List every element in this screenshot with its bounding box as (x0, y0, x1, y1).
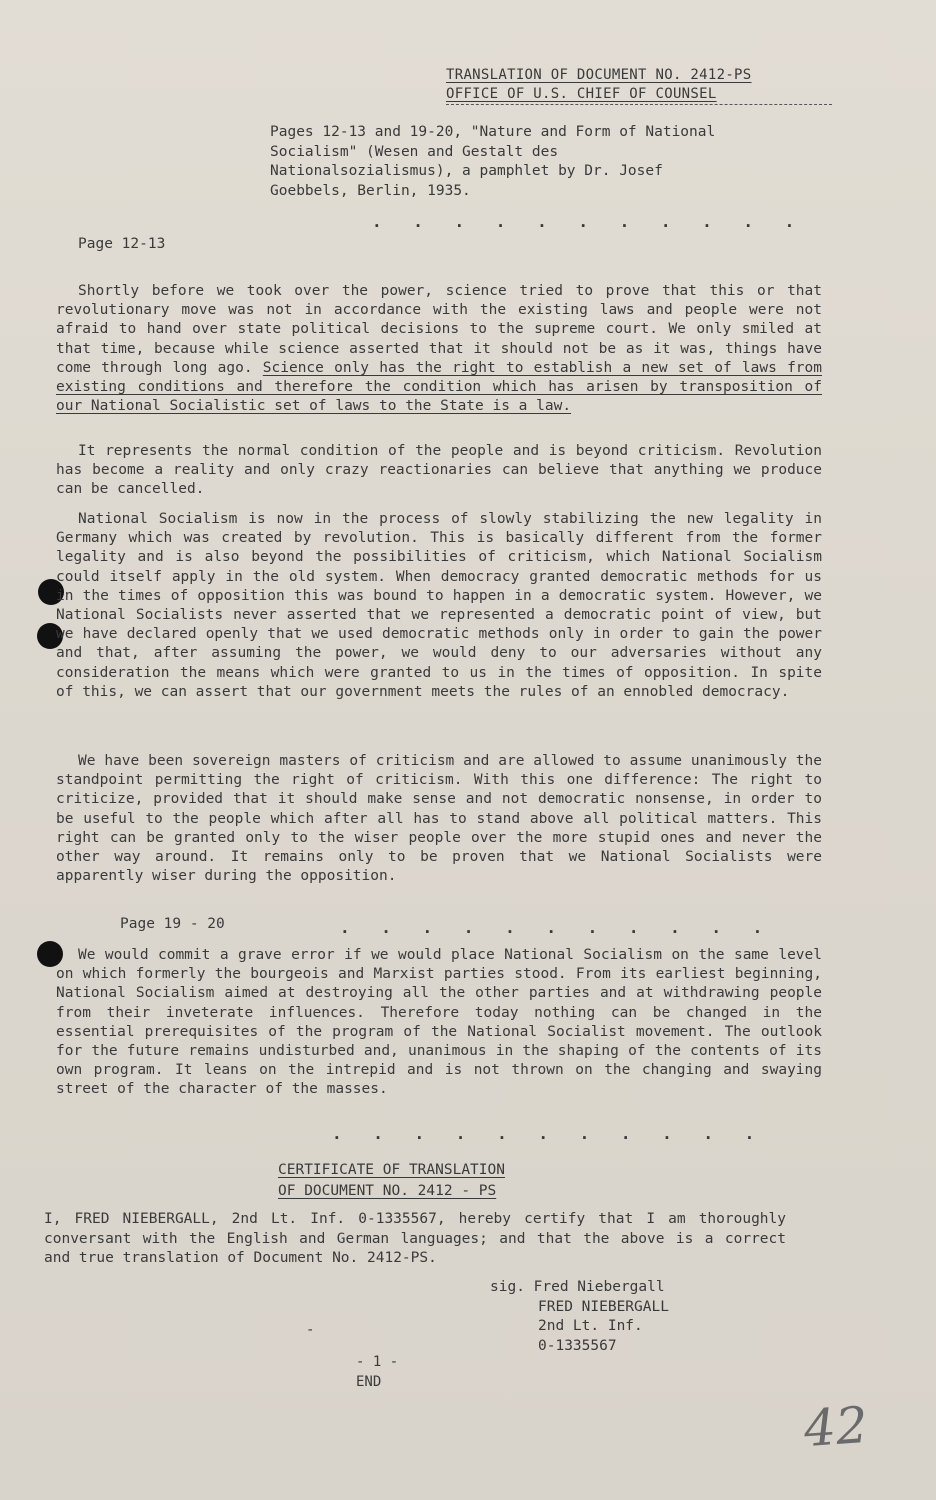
signature-block (490, 1278, 710, 1356)
page-label-12-13: Page 12-13 (78, 236, 166, 252)
header-office: OFFICE OF U.S. CHIEF OF COUNSEL (446, 86, 717, 102)
separator-dots: . . . . . . . . . . . (340, 918, 774, 937)
paragraph-1-text: Shortly before we took over the power, science tried to prove that this or that revolutionary move was not in accordance with the existing laws and people were not afraid to hand over state political decisions to the supreme court. We only smiled at that time, because while science asserted that it should not be as it was, things have come through long ago. (56, 283, 822, 376)
header-rule (446, 104, 832, 105)
source-description: Pages 12-13 and 19-20, "Nature and Form of National Socialism" (Wesen and Gestalt des Nationalsozialismus), a pamphlet by Dr. Josef Goebbels, Berlin, 1935. (270, 124, 716, 199)
certificate-title-line-1: CERTIFICATE OF TRANSLATION (278, 1162, 505, 1178)
paragraph-5: We would commit a grave error if we would place National Socialism on the same level on which formerly the bourgeois and Marxist parties stood. From its earliest beginning, National Socialism aimed at destroying all the other parties and at withdrawing people from their inveterate influences. Therefore today nothing can be changed in the essential prerequisites of the program of the National Socialist movement. The outlook for the future remains undisturbed and, unanimous in the shaping of the contents of its own program. It leans on the intrepid and is not thrown on the changing and swaying street of the character of the masses. (56, 947, 822, 1098)
signer-serial: 0-1335567 (538, 1337, 617, 1354)
header-title: TRANSLATION OF DOCUMENT NO. 2412-PS (446, 67, 752, 83)
separator-dots: . . . . . . . . . . . (332, 1124, 766, 1143)
footer (356, 1352, 436, 1392)
page-label-19-20: Page 19 - 20 (120, 916, 225, 932)
separator-dots: . . . . . . . . . . . (372, 212, 806, 231)
paragraph-2: It represents the normal condition of the people and is beyond criticism. Revolution has become a reality and only crazy reactionaries can believe that anything we produce can be cancelled. (56, 443, 822, 498)
certificate-body: I, FRED NIEBERGALL, 2nd Lt. Inf. 0-1335567, hereby certify that I am thoroughly conversant with the English and German languages; and that the above is a correct and true translation of Document No. 2412-PS. (44, 1211, 786, 1266)
certificate-title-line-2: OF DOCUMENT NO. 2412 - PS (278, 1183, 497, 1199)
stray-mark: - (306, 1322, 315, 1338)
paragraph-1 (56, 282, 822, 416)
paragraph-3: National Socialism is now in the process of slowly stabilizing the new legality in Germany which was created by revolution. This is basically different from the former legality and is also beyond the possibilities of criticism, which National Socialism could itself apply in the old system. When democracy granted democratic methods for us in the times of opposition this was bound to happen in a democratic system. However, we National Socialists never asserted that we represented a democratic point of view, but we have declared openly that we used democratic methods only in order to gain the power and that, after assuming the power, we would deny to our adversaries without any consideration the means which were granted to us in the times of opposition. In spite of this, we can assert that our government meets the rules of an ennobled democracy. (56, 511, 822, 700)
paragraph-1-underlined: Science only has the right to establish a new set of laws from existing conditions and therefore the condition which has arisen by transposition of our National Socialistic set of laws to the State is a law. (56, 359, 822, 415)
page-number: - 1 - (356, 1354, 399, 1370)
end-marker: END (356, 1374, 382, 1390)
signer-name: FRED NIEBERGALL (538, 1298, 669, 1315)
signature: sig. Fred Niebergall (490, 1279, 665, 1295)
signer-rank: 2nd Lt. Inf. (538, 1318, 643, 1334)
paragraph-4: We have been sovereign masters of criticism and are allowed to assume unanimously the standpoint permitting the right of criticism. With this one difference: The right to criticize, provided that it should make sense and not democratic nonsense, in order to be useful to the people which after all has to stand above all political matters. This right can be granted only to the wiser people over the more stupid ones and never the other way around. It remains only to be proven that we National Socialists were apparently wiser during the opposition. (56, 753, 822, 885)
handwritten-page-number: 42 (802, 1395, 870, 1459)
document-header (446, 66, 826, 104)
certificate-title (278, 1160, 558, 1202)
